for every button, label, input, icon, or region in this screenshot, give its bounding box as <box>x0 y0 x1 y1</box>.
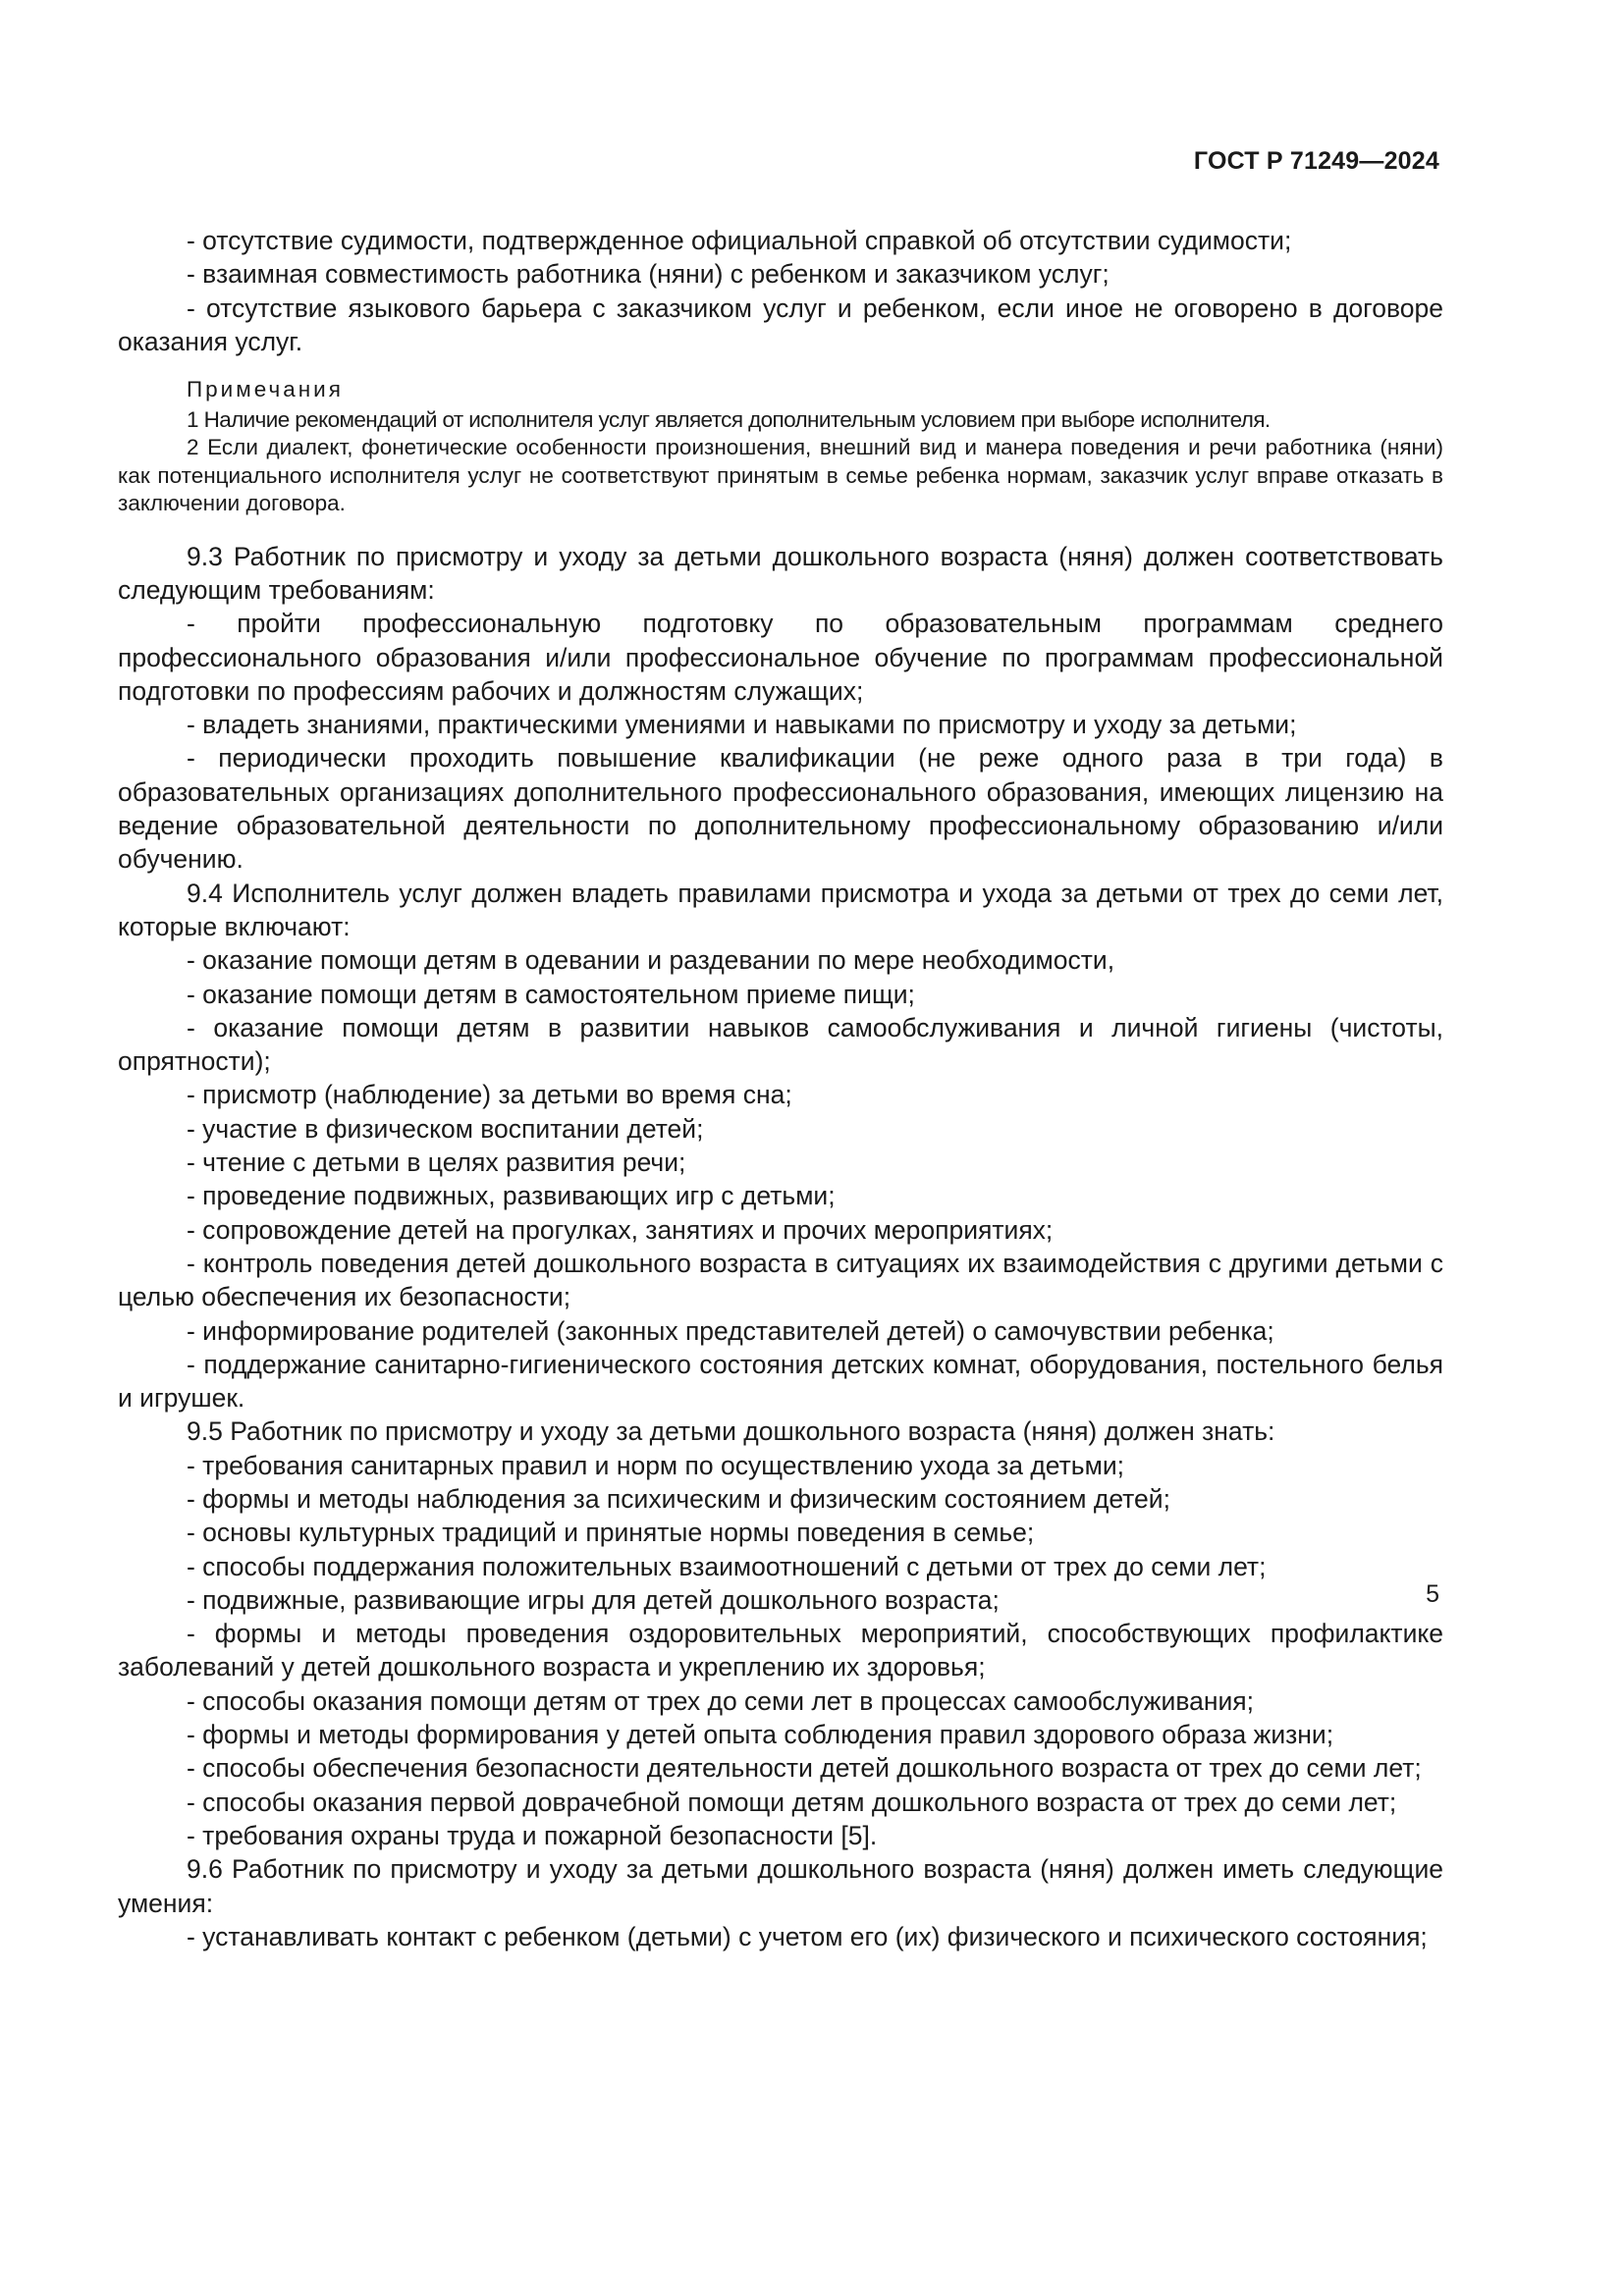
document-body <box>118 224 1443 1953</box>
list-item: - способы обеспечения безопасности деятельности детей дошкольного возраста от трех до семи лет; <box>187 1753 1422 1784</box>
notes-title: Примечания <box>187 377 344 402</box>
list-item: - присмотр (наблюдение) за детьми во время сна; <box>187 1080 792 1110</box>
list-item: - отсутствие языкового барьера с заказчиком услуг и ребенком, если иное не оговорено в договоре оказания услуг. <box>118 293 1443 356</box>
list-item: - оказание помощи детям в самостоятельном приеме пищи; <box>187 979 915 1009</box>
list-item: - поддержание санитарно-гигиенического состояния детских комнат, оборудования, постельного белья и игрушек. <box>118 1349 1443 1414</box>
list-item: - проведение подвижных, развивающих игр с детьми; <box>187 1181 836 1211</box>
list-item: - периодически проходить повышение квалификации (не реже одного раза в три года) в образовательных организациях дополнительного профессионального образования, имеющих лицензию на ведение образовательной деятельности по дополнительному профессиональному образованию и/или обучению. <box>118 743 1443 875</box>
list-item: - владеть знаниями, практическими умениями и навыками по присмотру и уходу за детьми; <box>187 710 1297 740</box>
list-item: - информирование родителей (законных представителей детей) о самочувствии ребенка; <box>187 1315 1274 1346</box>
notes-block <box>118 376 1443 518</box>
document-code-header: ГОСТ Р 71249—2024 <box>1193 147 1439 175</box>
list-item: - формы и методы формирования у детей опыта соблюдения правил здорового образа жизни; <box>187 1720 1334 1750</box>
list-item: - чтение с детьми в целях развития речи; <box>187 1148 686 1178</box>
list-item: - отсутствие судимости, подтвержденное официальной справкой об отсутствии судимости; <box>187 226 1292 255</box>
list-item: - сопровождение детей на прогулках, занятиях и прочих мероприятиях; <box>187 1214 1054 1245</box>
list-item: - формы и методы наблюдения за психическим и физическим состоянием детей; <box>187 1484 1170 1514</box>
section-paragraph-9-6: 9.6 Работник по присмотру и уходу за детьми дошкольного возраста (няня) должен иметь следующие умения: <box>118 1854 1443 1918</box>
list-item: - оказание помощи детям в одевании и раздевании по мере необходимости, <box>187 945 1115 976</box>
list-item: - оказание помощи детям в развитии навыков самообслуживания и личной гигиены (чистоты, опрятности); <box>118 1012 1443 1077</box>
list-item: - способы оказания помощи детям от трех до семи лет в процессах самообслуживания; <box>187 1685 1255 1716</box>
list-item: - формы и методы проведения оздоровительных мероприятий, способствующих профилактике заболеваний у детей дошкольного возраста и укреплению их здоровья; <box>118 1619 1443 1682</box>
list-item: - способы оказания первой доврачебной помощи детям дошкольного возраста от трех до семи лет; <box>187 1787 1397 1817</box>
list-item: - устанавливать контакт с ребенком (детьми) с учетом его (их) физического и психического состояния; <box>187 1921 1428 1951</box>
note-item: 1 Наличие рекомендаций от исполнителя услуг является дополнительным условием при выборе исполнителя. <box>187 406 1271 432</box>
page-number: 5 <box>1426 1580 1439 1608</box>
list-item: - требования охраны труда и пожарной безопасности [5]. <box>187 1820 878 1850</box>
section-paragraph-9-4: 9.4 Исполнитель услуг должен владеть правилами присмотра и ухода за детьми от трех до семи лет, которые включают: <box>118 878 1443 941</box>
list-item: - участие в физическом воспитании детей; <box>187 1113 704 1144</box>
list-item: - подвижные, развивающие игры для детей дошкольного возраста; <box>187 1584 1000 1615</box>
list-item: - пройти профессиональную подготовку по образовательным программам среднего профессионального образования и/или профессиональное обучение по программам профессиональной подготовки по профессиям рабочих и должностям служащих; <box>118 609 1443 706</box>
section-paragraph-9-5: 9.5 Работник по присмотру и уходу за детьми дошкольного возраста (няня) должен знать: <box>187 1416 1275 1447</box>
list-item: - взаимная совместимость работника (няни) с ребенком и заказчиком услуг; <box>187 259 1110 290</box>
list-item: - контроль поведения детей дошкольного возраста в ситуациях их взаимодействия с другими детьми с целью обеспечения их безопасности; <box>118 1248 1443 1312</box>
section-paragraph-9-3: 9.3 Работник по присмотру и уходу за детьми дошкольного возраста (няня) должен соответствовать следующим требованиям: <box>118 541 1443 605</box>
list-item: - способы поддержания положительных взаимоотношений с детьми от трех до семи лет; <box>187 1551 1267 1581</box>
list-item: - основы культурных традиций и принятые нормы поведения в семье; <box>187 1518 1035 1548</box>
note-item: 2 Если диалект, фонетические особенности произношения, внешний вид и манера поведения и речи работника (няни) как потенциального исполнителя услуг не соответствуют принятым в семье ребенка нормам, заказчик услуг вправе отказать в заключении договора. <box>118 435 1443 516</box>
list-item: - требования санитарных правил и норм по осуществлению ухода за детьми; <box>187 1450 1124 1480</box>
